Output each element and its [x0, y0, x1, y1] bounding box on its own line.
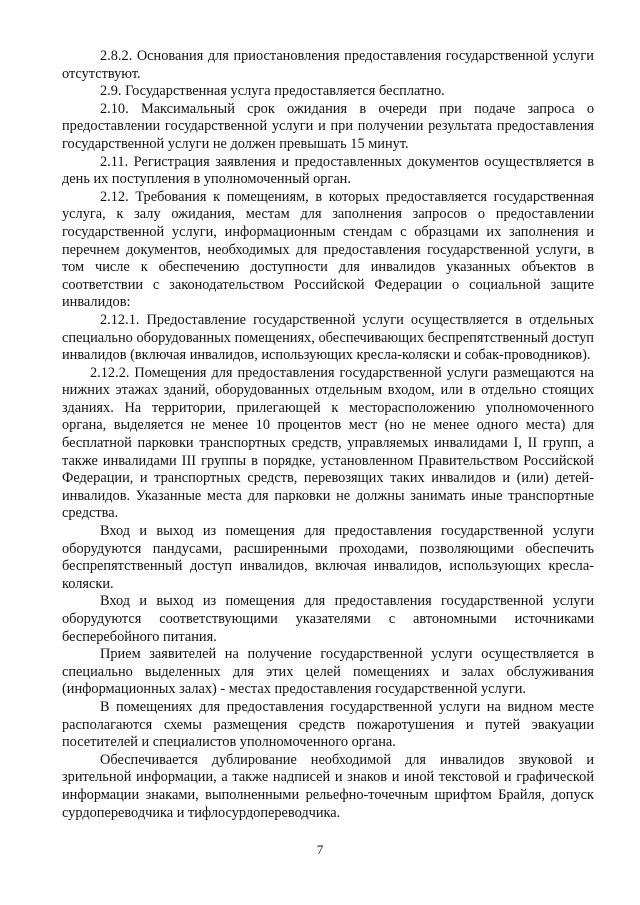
paragraph-reception: Прием заявителей на получение государственной услуги осуществляется в специально выделенных для этих целей помещениях и залах обслуживания (информационных залах) - местах предоставления государственной услуги. — [62, 646, 594, 698]
paragraph-2-10: 2.10. Максимальный срок ожидания в очереди при подаче запроса о предоставлении государственной услуги и при получении результата предоставления государственной услуги не должен превышать 15 минут. — [62, 100, 594, 152]
paragraph-2-12-2: 2.12.2. Помещения для предоставления государственной услуги размещаются на нижних этажах зданий, оборудованных отдельным входом, или в отдельно стоящих зданиях. На территории, прилегающей к месторасположению уполномоченного органа, выделяется не менее 10 процентов мест (но не менее одного места) для бесплатной парковки транспортных средств, управляемых инвалидами I, II групп, а также инвалидами III группы в порядке, установленном Правительством Российской Федерации, и транспортных средств, перевозящих таких инвалидов и (или) детей-инвалидов. Указанные места для парковки не должны занимать иные транспортные средства. — [62, 364, 594, 522]
page-number: 7 — [316, 842, 324, 857]
paragraph-2-9: 2.9. Государственная услуга предоставляется бесплатно. — [100, 83, 445, 100]
document-body — [62, 48, 594, 822]
paragraph-braille: Обеспечивается дублирование необходимой для инвалидов звуковой и зрительной информации, а также надписей и знаков и иной текстовой и графической информации знаками, выполненными рельефно-точечным шрифтом Брайля, допуск сурдопереводчика и тифлосурдопереводчика. — [62, 751, 594, 821]
paragraph-entrance-signs: Вход и выход из помещения для предоставления государственной услуги оборудуются соответствующими указателями с автономными источниками бесперебойного питания. — [62, 593, 594, 645]
paragraph-2-11: 2.11. Регистрация заявления и предоставленных документов осуществляется в день их поступления в уполномоченный орган. — [62, 153, 594, 188]
paragraph-2-8-2: 2.8.2. Основания для приостановления предоставления государственной услуги отсутствуют. — [62, 48, 594, 82]
paragraph-2-12-1: 2.12.1. Предоставление государственной услуги осуществляется в отдельных специально оборудованных помещениях, обеспечивающих беспрепятственный доступ инвалидов (включая инвалидов, использующих кресла-коляски и собак-проводников). — [62, 311, 594, 364]
paragraph-entrance-ramps: Вход и выход из помещения для предоставления государственной услуги оборудуются пандусами, расширенными проходами, позволяющими обеспечить беспрепятственный доступ инвалидов, включая инвалидов, использующих кресла-коляски. — [62, 523, 594, 592]
paragraph-fire-schemes: В помещениях для предоставления государственной услуги на видном месте располагаются схемы размещения средств пожаротушения и путей эвакуации посетителей и специалистов уполномоченного органа. — [62, 698, 594, 751]
paragraph-2-12: 2.12. Требования к помещениям, в которых предоставляется государственная услуга, к залу ожидания, местам для заполнения запросов о предоставлении государственной услуги, информационным стендам с образцами их заполнения и перечнем документов, необходимых для предоставления государственной услуги, в том числе к обеспечению доступности для инвалидов указанных объектов в соответствии с законодательством Российской Федерации о социальной защите инвалидов: — [62, 188, 594, 311]
